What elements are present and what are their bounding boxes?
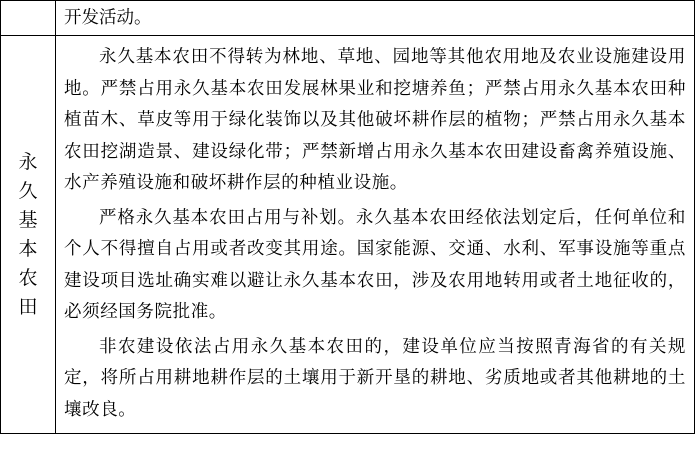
row-label-cell [1,36,56,434]
paragraph-land-use-restrictions: 永久基本农田不得转为林地、草地、园地等其他农用地及农业设施建设用地。严禁占用永久基本农田发展林果业和挖塘养鱼；严禁占用永久基本农田种植苗木、草皮等用于绿化装饰以及其他破坏耕作层的植物；严禁占用永久基本农田挖湖造景、建设绿化带；严禁新增占用永久基本农田建设畜禽养殖设施、水产养殖设施和破坏耕作层的种植业设施。 [64,47,686,193]
table-row-continuation [1,1,695,36]
row-label-permanent-farmland: 永久基本农田 [18,150,38,318]
row-content-cell [56,36,695,434]
row-label-cell-empty [1,1,56,36]
paragraph-occupation-and-supplement: 严格永久基本农田占用与补划。永久基本农田经依法划定后，任何单位和个人不得擅自占用或者改变其用途。国家能源、交通、水利、军事设施等重点建设项目选址确实难以避让永久基本农田，涉及农用地转用或者土地征收的，必须经国务院批准。 [64,207,686,322]
continuation-text: 开发活动。 [64,8,152,28]
paragraph-topsoil-reuse: 非农建设依法占用永久基本农田的，建设单位应当按照青海省的有关规定，将所占用耕地耕作层的土壤用于新开垦的耕地、劣质地或者其他耕地的土壤改良。 [64,336,686,420]
table-row-permanent-farmland [1,36,695,434]
row-content-cell [56,1,695,36]
